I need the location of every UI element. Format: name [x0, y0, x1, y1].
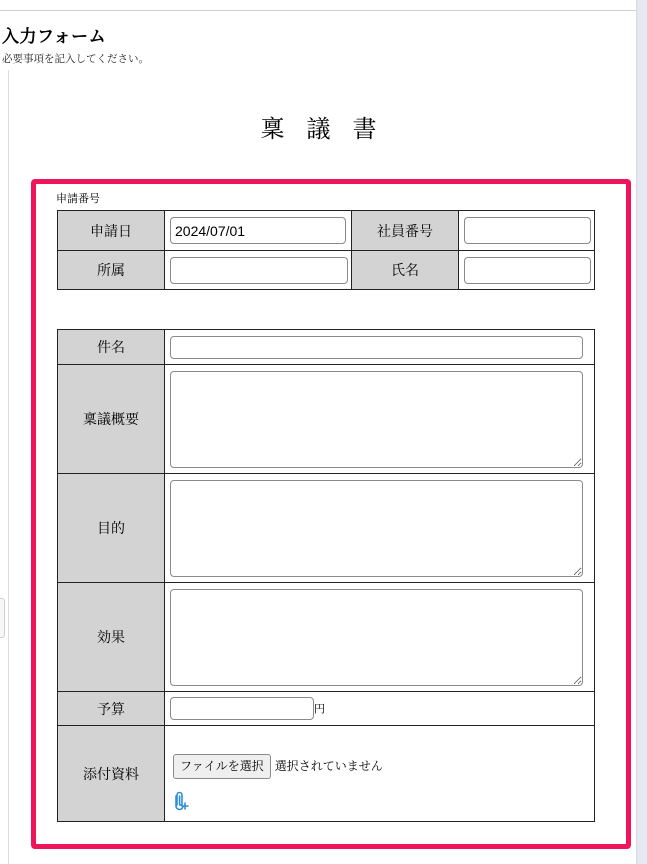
- employee-number-input[interactable]: [464, 217, 591, 244]
- date-label: 申請日: [58, 211, 165, 251]
- purpose-cell: [165, 474, 595, 583]
- budget-unit: 円: [314, 702, 325, 716]
- form-description: 必要事項を記入してください。: [2, 53, 149, 65]
- effect-textarea[interactable]: [170, 589, 583, 686]
- department-cell: [165, 251, 352, 290]
- effect-label: 効果: [58, 583, 165, 692]
- summary-cell: [165, 365, 595, 474]
- top-divider: [0, 10, 637, 11]
- budget-label: 予算: [58, 692, 165, 726]
- scrollbar-track[interactable]: [636, 0, 647, 864]
- document-title: 稟議書: [260, 115, 399, 143]
- purpose-textarea[interactable]: [170, 480, 583, 577]
- department-input[interactable]: [170, 257, 348, 284]
- name-cell: [459, 251, 595, 290]
- form-title: 入力フォーム: [2, 27, 107, 47]
- summary-textarea[interactable]: [170, 371, 583, 468]
- subject-label: 件名: [58, 330, 165, 365]
- employee-number-label: 社員番号: [352, 211, 459, 251]
- choose-file-button[interactable]: ファイルを選択: [173, 754, 271, 779]
- application-number-label: 申請番号: [56, 192, 100, 205]
- effect-cell: [165, 583, 595, 692]
- side-handle[interactable]: [0, 598, 5, 638]
- attachment-label: 添付資料: [58, 726, 165, 822]
- proposal-table: [57, 329, 595, 822]
- budget-cell: [165, 692, 595, 726]
- purpose-label: 目的: [58, 474, 165, 583]
- applicant-table: [57, 210, 595, 290]
- date-input[interactable]: [170, 217, 346, 244]
- subject-input[interactable]: [170, 336, 583, 359]
- employee-number-cell: [459, 211, 595, 251]
- paperclip-add-icon[interactable]: [173, 791, 594, 815]
- left-divider: [8, 70, 9, 864]
- summary-label: 稟議概要: [58, 365, 165, 474]
- file-status: 選択されていません: [274, 759, 383, 773]
- attachment-cell: [165, 726, 595, 822]
- department-label: 所属: [58, 251, 165, 290]
- budget-input[interactable]: [170, 697, 314, 720]
- subject-cell: [165, 330, 595, 365]
- date-cell: [165, 211, 352, 251]
- name-input[interactable]: [464, 257, 591, 284]
- name-label: 氏名: [352, 251, 459, 290]
